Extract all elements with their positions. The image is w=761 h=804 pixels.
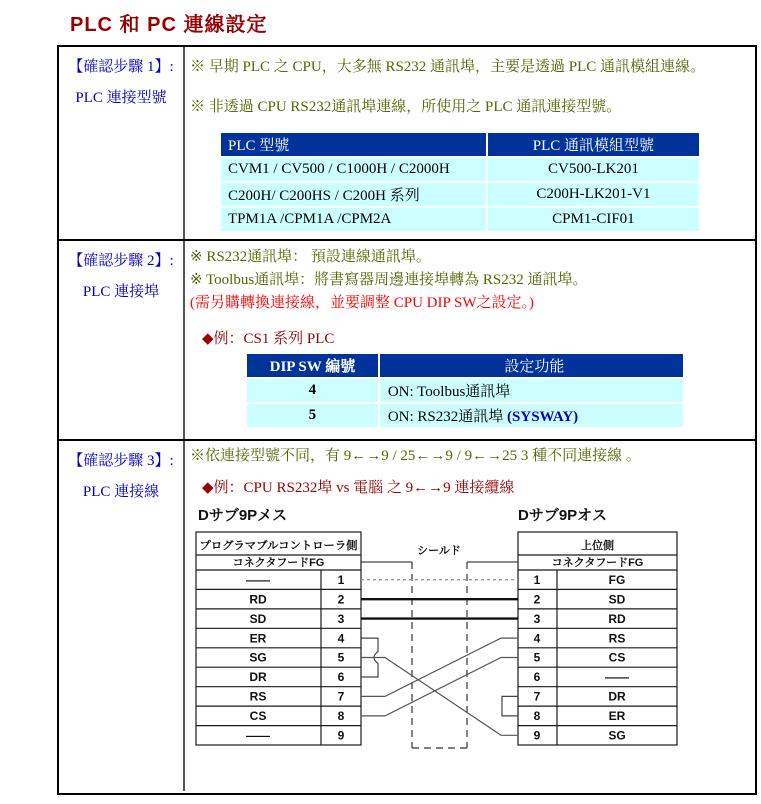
- page-title: PLC 和 PC 連線設定: [70, 14, 268, 36]
- right-pin: 3: [533, 611, 541, 626]
- left-signal: RD: [249, 592, 267, 607]
- right-signal: SD: [608, 592, 626, 607]
- dip-func-cell: [380, 404, 683, 427]
- right-signal: ——: [605, 670, 629, 685]
- step2-warning: (需另購轉換連接線，並要調整 CPU DIP SW之設定。): [190, 295, 535, 311]
- model-cell: TPM1A /CPM1A /CPM2A: [221, 208, 486, 231]
- left-signal: DR: [249, 670, 267, 685]
- right-hood-label: コネクタフードFG: [551, 557, 644, 569]
- step1-note2: ※ 非透過 CPU RS232通訊埠連線，所使用之 PLC 通訊連接型號。: [190, 99, 622, 115]
- step3-content: [185, 441, 755, 791]
- left-pin: 5: [337, 650, 345, 665]
- step2-label-cell: [59, 241, 185, 439]
- shield-label: シールド: [417, 545, 461, 557]
- step3-note1: ※依連接型號不同，有 9←→9 / 25←→9 / 9←→25 3 種不同連接線 。: [190, 448, 641, 464]
- left-pin-table: [196, 532, 361, 745]
- step2-example: ◆例：CS1 系列 PLC: [202, 331, 335, 347]
- step3-row: [59, 439, 755, 791]
- header-plc-module: PLC 通訊模組型號: [488, 133, 699, 156]
- dip-sw-table: [245, 352, 685, 429]
- right-pin: 5: [533, 650, 541, 665]
- table-row: [221, 158, 699, 181]
- left-pin: 7: [337, 689, 345, 704]
- dip-no-cell: 5: [247, 404, 378, 427]
- right-pin: 7: [533, 689, 541, 704]
- step2-sublabel: PLC 連接埠: [82, 284, 160, 300]
- right-signal: SG: [608, 728, 626, 743]
- step1-sublabel: PLC 連接型號: [75, 90, 167, 106]
- left-signal: RS: [249, 689, 267, 704]
- right-pin: 2: [533, 592, 541, 607]
- left-signal: ——: [246, 573, 270, 587]
- step1-label: 【確認步驟 1】:: [68, 59, 174, 75]
- right-signal: CS: [608, 650, 626, 665]
- step3-sublabel: PLC 連接線: [82, 484, 160, 500]
- module-cell: CV500-LK201: [488, 158, 699, 181]
- wire-cs-cs: [361, 658, 518, 716]
- right-pin: 9: [533, 728, 541, 743]
- left-pin: 3: [337, 611, 345, 626]
- model-cell: C200H/ C200HS / C200H 系列: [221, 183, 486, 206]
- right-signal: DR: [608, 689, 626, 704]
- dip-func-cell: [380, 379, 683, 402]
- left-pin: 1: [337, 573, 345, 587]
- left-table-title: プログラマブルコントローラ側: [199, 540, 354, 552]
- dip-no-cell: 4: [247, 379, 378, 402]
- step2-note1: ※ RS232通訊埠： 預設連線通訊埠。: [190, 249, 431, 265]
- header-dip-no: DIP SW 編號: [247, 354, 378, 377]
- dip-func-text: ON: RS232通訊埠: [387, 409, 508, 425]
- cable-wiring-diagram: [188, 499, 698, 771]
- right-pin: 8: [533, 709, 541, 724]
- left-connector-label: Dサブ9Pメス: [198, 507, 288, 524]
- left-pin: 8: [337, 709, 345, 724]
- module-cell: CPM1-CIF01: [488, 208, 699, 231]
- jumper-right-dr-er: [502, 696, 518, 716]
- wires: [361, 580, 518, 736]
- right-signal: ER: [608, 709, 626, 724]
- step2-label: 【確認步驟 2】:: [68, 253, 174, 269]
- table-row: [247, 404, 683, 427]
- step2-note2: ※ Toolbus通訊埠：將書寫器周邊連接埠轉為 RS232 通訊埠。: [190, 272, 588, 288]
- model-cell: CVM1 / CV500 / C1000H / C2000H: [221, 158, 486, 181]
- right-connector-label: Dサブ9Pオス: [518, 507, 608, 524]
- header-plc-model: PLC 型號: [221, 133, 486, 156]
- right-signal: RD: [608, 611, 626, 626]
- shield-cage: [361, 562, 518, 748]
- left-pin: 9: [337, 728, 345, 743]
- table-header-row: [221, 133, 699, 156]
- step1-note1: ※ 早期 PLC 之 CPU，大多無 RS232 通訊埠，主要是透過 PLC 通訊模組連線。: [190, 59, 706, 75]
- step3-label-cell: [59, 441, 185, 791]
- header-dip-func: 設定功能: [380, 354, 683, 377]
- left-hood-label: コネクタフードFG: [232, 557, 325, 569]
- step3-label: 【確認步驟 3】:: [68, 453, 174, 469]
- step1-label-cell: [59, 47, 185, 239]
- steps-table: [57, 45, 757, 795]
- right-pin: 6: [533, 670, 541, 685]
- step2-row: [59, 239, 755, 439]
- left-signal: CS: [249, 709, 267, 724]
- table-row: [247, 379, 683, 402]
- right-table-title: 上位側: [581, 540, 614, 552]
- wire-rs-rs: [361, 638, 518, 696]
- plc-model-table: [219, 131, 701, 233]
- left-signal: ER: [249, 631, 267, 646]
- left-signal: SD: [249, 611, 267, 626]
- right-pin-table: [518, 532, 677, 745]
- step1-row: [59, 47, 755, 239]
- table-row: [221, 208, 699, 231]
- dip-func-suffix: (SYSWAY): [507, 409, 579, 425]
- right-pin: 1: [533, 573, 541, 587]
- dip-func-text: ON: Toolbus通訊埠: [387, 384, 511, 400]
- step2-content: [185, 241, 755, 439]
- table-header-row: [247, 354, 683, 377]
- left-signal: SG: [249, 650, 267, 665]
- left-pin: 4: [337, 631, 345, 646]
- module-cell: C200H-LK201-V1: [488, 183, 699, 206]
- right-pin: 4: [533, 631, 541, 646]
- step3-example: ◆例：CPU RS232埠 vs 電腦 之 9←→9 連接纜線: [202, 480, 515, 496]
- step1-content: [185, 47, 755, 239]
- left-pin: 6: [337, 670, 345, 685]
- right-signal: FG: [608, 573, 626, 587]
- left-signal: ——: [246, 728, 270, 743]
- table-row: [221, 183, 699, 206]
- right-signal: RS: [608, 631, 626, 646]
- left-pin: 2: [337, 592, 345, 607]
